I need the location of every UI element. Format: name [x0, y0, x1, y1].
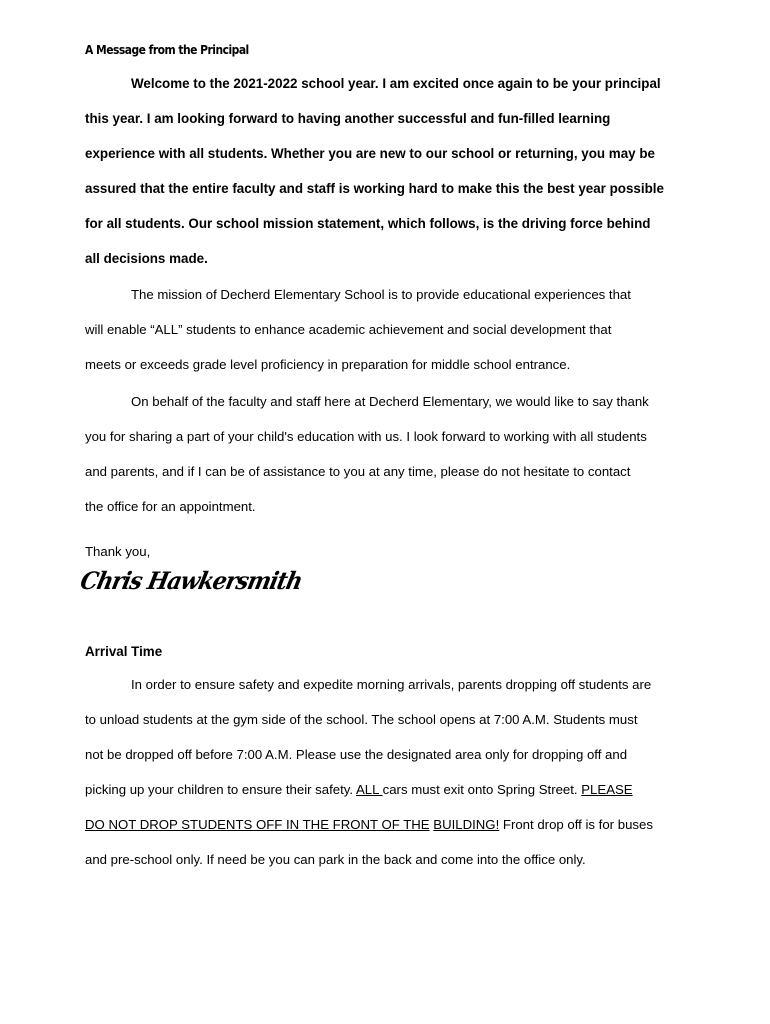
- welcome-line: assured that the entire faculty and staff is working hard to make this the best year possible: [85, 181, 664, 196]
- arrival-line: and pre-school only. If need be you can park in the back and come into the office only.: [85, 852, 586, 867]
- welcome-line: for all students. Our school mission statement, which follows, is the driving force behind: [85, 216, 651, 231]
- welcome-line: experience with all students. Whether you are new to our school or returning, you may be: [85, 146, 655, 161]
- welcome-paragraph: [85, 66, 695, 276]
- underlined-building: BUILDING!: [433, 817, 500, 832]
- thanks-line: the office for an appointment.: [85, 499, 256, 514]
- arrival-line: to unload students at the gym side of the school. The school opens at 7:00 A.M. Students must: [85, 712, 638, 727]
- thanks-line: On behalf of the faculty and staff here at Decherd Elementary, we would like to say thank: [131, 394, 649, 409]
- underlined-warning: DO NOT DROP STUDENTS OFF IN THE FRONT OF THE: [85, 817, 430, 832]
- mission-line: will enable “ALL” students to enhance academic achievement and social development that: [85, 322, 612, 337]
- arrival-line: not be dropped off before 7:00 A.M. Please use the designated area only for dropping off and: [85, 747, 628, 762]
- underlined-please: PLEASE: [581, 782, 633, 797]
- mission-line: meets or exceeds grade level proficiency in preparation for middle school entrance.: [85, 357, 571, 372]
- underlined-all: ALL: [355, 782, 383, 797]
- welcome-line: all decisions made.: [85, 251, 208, 266]
- mission-line: The mission of Decherd Elementary School is to provide educational experiences that: [131, 287, 631, 302]
- arrival-line: [85, 772, 695, 807]
- arrival-line: In order to ensure safety and expedite morning arrivals, parents dropping off students are: [131, 677, 652, 692]
- arrival-paragraph: [85, 667, 695, 877]
- thanks-paragraph: [85, 384, 695, 524]
- welcome-line: Welcome to the 2021-2022 school year. I am excited once again to be your principal: [131, 76, 661, 91]
- message-heading: A Message from the Principal: [85, 42, 249, 57]
- arrival-text: Front drop off is for buses: [499, 817, 653, 832]
- arrival-time-heading: Arrival Time: [85, 644, 163, 659]
- closing-text: Thank you,: [85, 544, 151, 559]
- arrival-text: cars must exit onto Spring Street.: [382, 782, 582, 797]
- arrival-text: picking up your children to ensure their safety.: [85, 782, 356, 797]
- principal-signature: Chris Hawkersmith: [77, 566, 305, 595]
- arrival-line: [85, 807, 695, 842]
- thanks-line: and parents, and if I can be of assistance to you at any time, please do not hesitate to contact: [85, 464, 631, 479]
- welcome-line: this year. I am looking forward to having another successful and fun-filled learning: [85, 111, 611, 126]
- thanks-line: you for sharing a part of your child's education with us. I look forward to working with all students: [85, 429, 647, 444]
- mission-paragraph: [85, 277, 695, 382]
